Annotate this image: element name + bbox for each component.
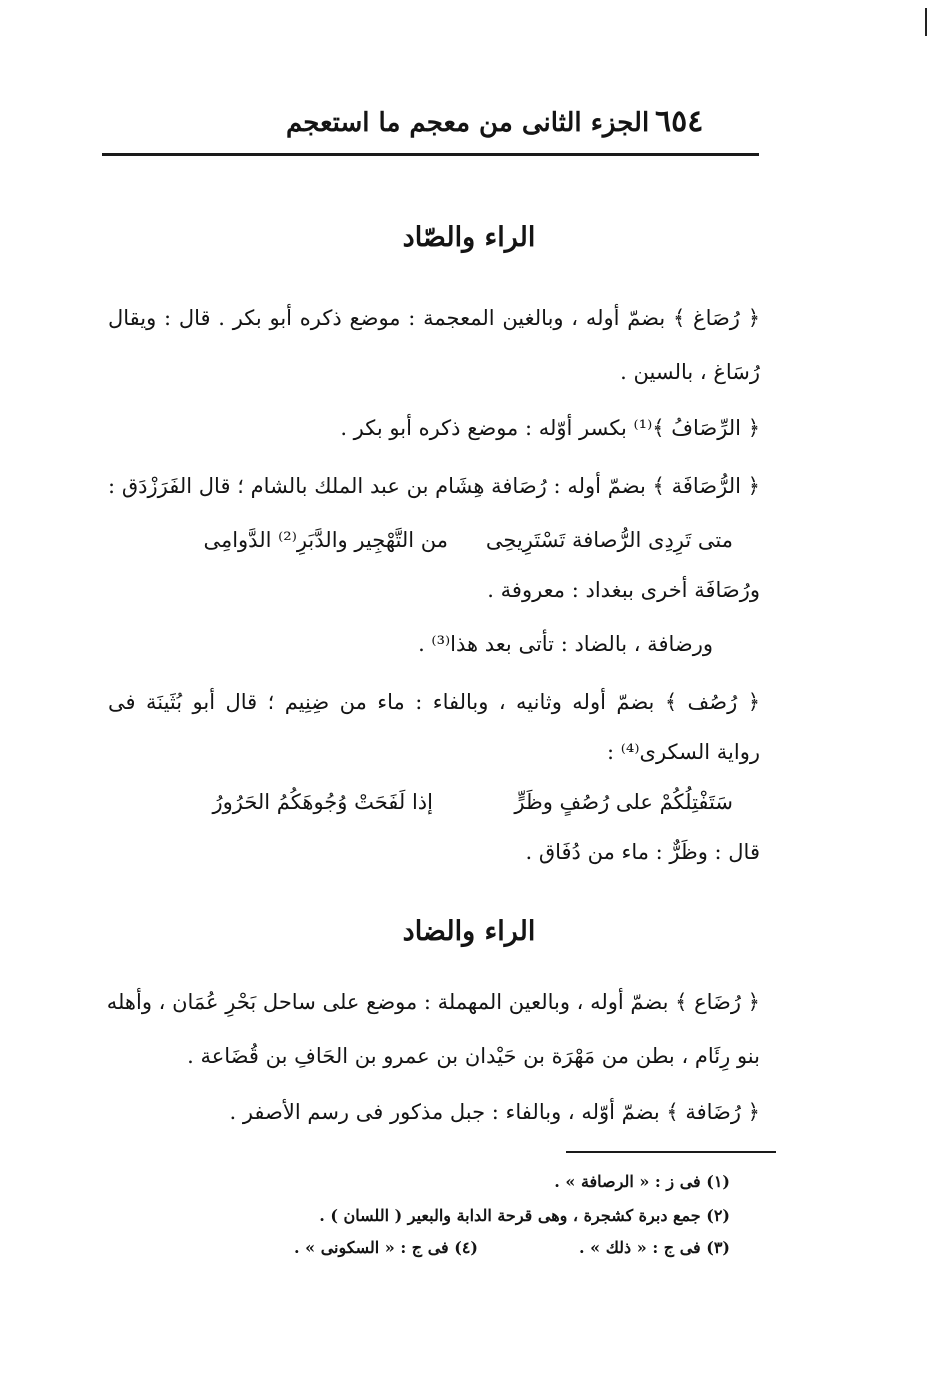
section-heading-ra-dad: الراء والضاد — [402, 916, 536, 947]
entry-rusuf-line2: رواية السكرى⁽⁴⁾ : — [607, 740, 760, 764]
footnote-2: (٢) جمع دبرة كشجرة ، وهى قرحة الدابة والبعير ( اللسان ) . — [319, 1206, 730, 1225]
footnote-1: (١) فى ز : « الرصافة » . — [554, 1172, 730, 1191]
verse2-hemistich-a: سَتَفْتِلُكُمْ على رُصُفٍ وظَرٍّ — [514, 790, 733, 814]
footnote-3: (٣) فى ج : « ذلك » . — [578, 1238, 730, 1257]
entry-rudafa: ﴿ رُضَافة ﴾ بضمّ أوّله ، وبالفاء : جبل مذكور فى رسم الأصفر . — [229, 1100, 760, 1124]
entry-alrisaf: ﴿ الرِّصَافُ ﴾⁽¹⁾ بكسر أوّله : موضع ذكره أبو بكر . — [340, 416, 760, 440]
entry-rudaa-line2: بنو رِئَام ، بطن من مَهْرَة بن حَيْدان بن عمرو بن الحَافِ بن قُضَاعة . — [187, 1044, 760, 1068]
entry-rudafa-note: ورضافة ، بالضاد : تأتى بعد هذا⁽³⁾ . — [418, 632, 713, 656]
entry-rusuf-gloss: قال : وظَرٌّ : ماء من دُفَاق . — [525, 840, 760, 864]
verse1-hemistich-b: من التَّهْجِير والدَّبَرِ⁽²⁾ الدَّوامِى — [203, 528, 448, 552]
running-title: الجزء الثانى من معجم ما استعجم — [286, 108, 650, 138]
entry-alrusafa-line1: ﴿ الرُّصَافَة ﴾ بضمّ أوله : رُصَافة هِشَام بن عبد الملك بالشام ؛ قال الفَرَزْدَق : — [108, 474, 760, 498]
header-rule — [102, 153, 759, 156]
margin-mark — [925, 8, 927, 36]
entry-rusagh-line2: رُسَاغ ، بالسين . — [620, 360, 760, 384]
page-number: ٦٥٤ — [655, 104, 704, 139]
verse1-hemistich-a: متى تَرِدِى الرُّصافة تَسْتَرِيحِى — [485, 528, 733, 552]
verse2-hemistich-b: إذا لَفَحَتْ وُجُوهَكُمُ الحَرُورُ — [212, 790, 433, 814]
entry-rusuf-line1: ﴿ رُصُف ﴾ بضمّ أوله وثانيه ، وبالفاء : ماء من ضِنِيم ؛ قال أبو بُثَينَة فى — [108, 690, 760, 714]
entry-rusagh-line1: ﴿ رُصَاغ ﴾ بضمّ أوله ، وبالغين المعجمة : موضع ذكره أبو بكر . قال : ويقال — [108, 306, 760, 330]
section-heading-ra-sad: الراء والصّاد — [402, 222, 536, 253]
footnote-4: (٤) فى ج : « السكونى » . — [293, 1238, 478, 1257]
entry-rusafa-baghdad: ورُصَافَة أخرى ببغداد : معروفة . — [487, 578, 760, 602]
entry-rudaa-line1: ﴿ رُضَاع ﴾ بضمّ أوله ، وبالعين المهملة : موضع على ساحل بَحْرِ عُمَان ، وأهله — [106, 990, 760, 1014]
footnote-rule — [566, 1151, 776, 1153]
